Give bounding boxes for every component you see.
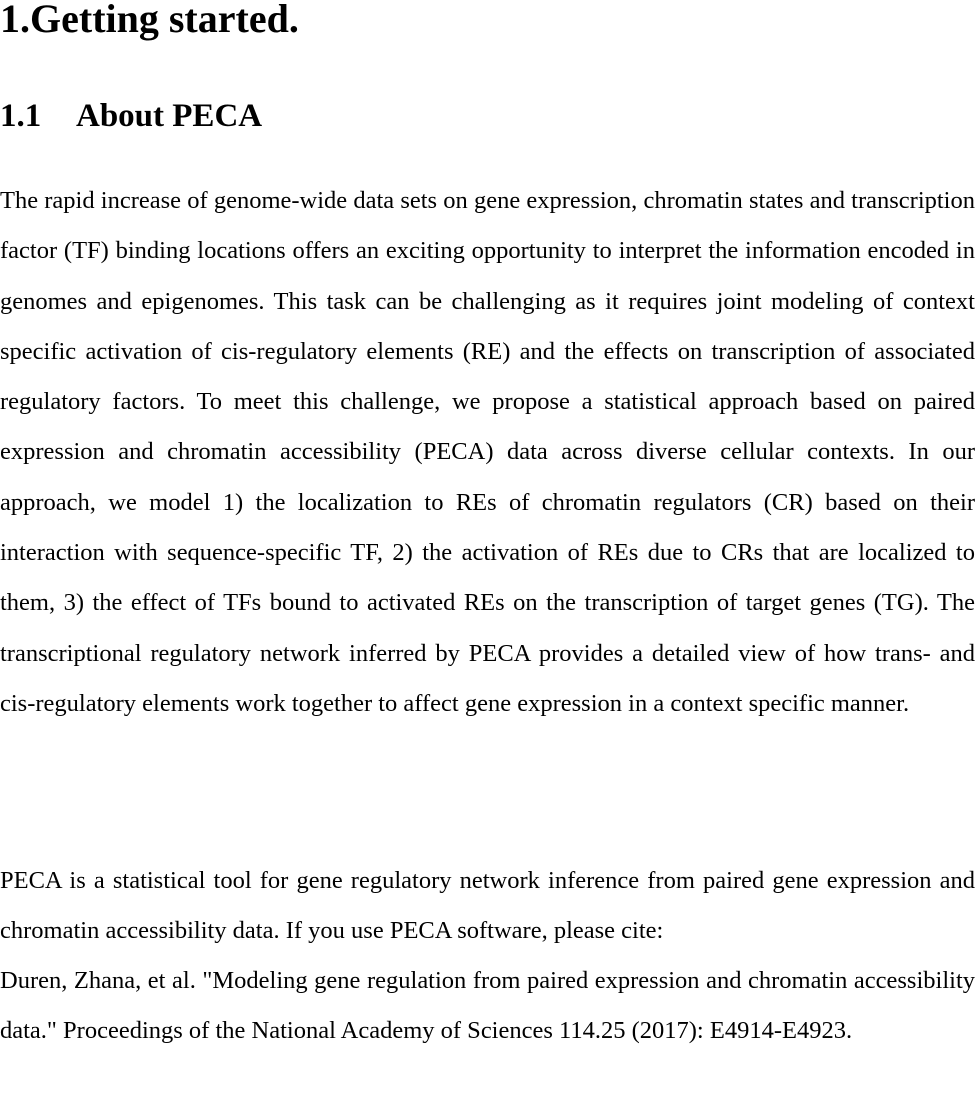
section-heading bbox=[0, 92, 262, 140]
page-title: 1.Getting started. bbox=[0, 0, 299, 41]
citation-reference-paragraph: Duren, Zhana, et al. "Modeling gene regulation from paired expression and chromatin accessibility data." Proceedings of the National Academy of Sciences 114.25 (2017): E4914-E4923. bbox=[0, 967, 975, 1045]
intro-paragraph: The rapid increase of genome-wide data sets on gene expression, chromatin states and transcription factor (TF) binding locations offers an exciting opportunity to interpret the information encoded in genomes and epigenomes. This task can be challenging as it requires joint modeling of context specific activation of cis-regulatory elements (RE) and the effects on transcription of associated regulatory factors. To meet this challenge, we propose a statistical approach based on paired expression and chromatin accessibility (PECA) data across diverse cellular contexts. In our approach, we model 1) the localization to REs of chromatin regulators (CR) based on their interaction with sequence-specific TF, 2) the activation of REs due to CRs that are localized to them, 3) the effect of TFs bound to activated REs on the transcription of target genes (TG). The transcriptional regulatory network inferred by PECA provides a detailed view of how trans- and cis-regulatory elements work together to affect gene expression in a context specific manner. bbox=[0, 187, 975, 717]
citation-request-paragraph: PECA is a statistical tool for gene regulatory network inference from paired gene expression and chromatin accessibility data. If you use PECA software, please cite: bbox=[0, 867, 975, 945]
section-number: 1.1 bbox=[0, 98, 42, 134]
section-title: About PECA bbox=[76, 98, 263, 134]
